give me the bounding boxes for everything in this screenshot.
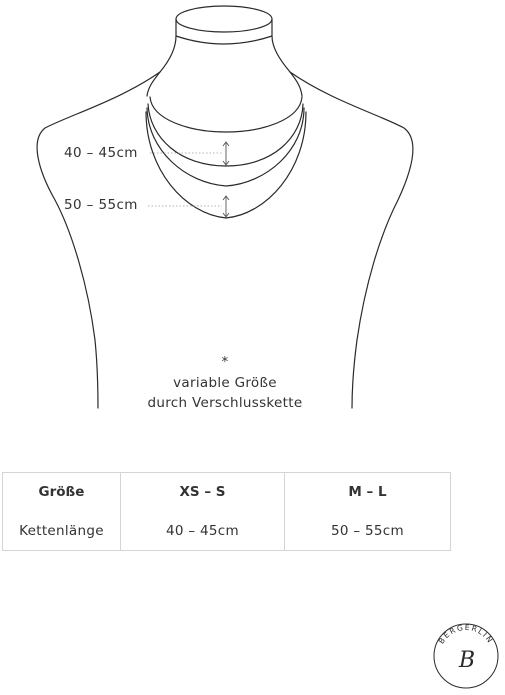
logo-monogram: B	[458, 648, 476, 673]
neck-side-right	[272, 19, 302, 96]
note-line-1: variable Größe	[173, 375, 277, 391]
table-col-size	[3, 473, 121, 551]
label-short-chain: 40 – 45cm	[64, 145, 138, 161]
necklace-short-outer	[148, 104, 303, 166]
neck-top	[176, 6, 272, 32]
neck-base	[176, 36, 272, 44]
value-m-l: 50 – 55cm	[331, 523, 404, 539]
bergerlin-logo	[430, 612, 502, 692]
row-label-chain-length: Kettenlänge	[19, 523, 104, 539]
header-size: Größe	[38, 484, 85, 500]
table-col-xs-s	[121, 473, 285, 551]
logo-arc-text: BERGERLIN	[436, 622, 496, 646]
necklace-long-inner	[147, 108, 304, 186]
size-table	[2, 472, 451, 551]
note-line-2: durch Verschlusskette	[147, 395, 303, 411]
neck-side-left	[147, 19, 176, 96]
label-long-chain: 50 – 55cm	[64, 197, 138, 213]
note-asterisk: *	[221, 354, 229, 370]
necklace-short-inner	[150, 97, 302, 132]
header-xs-s: XS – S	[179, 484, 226, 500]
value-xs-s: 40 – 45cm	[166, 523, 239, 539]
table-col-m-l	[285, 473, 451, 551]
header-m-l: M – L	[348, 484, 387, 500]
